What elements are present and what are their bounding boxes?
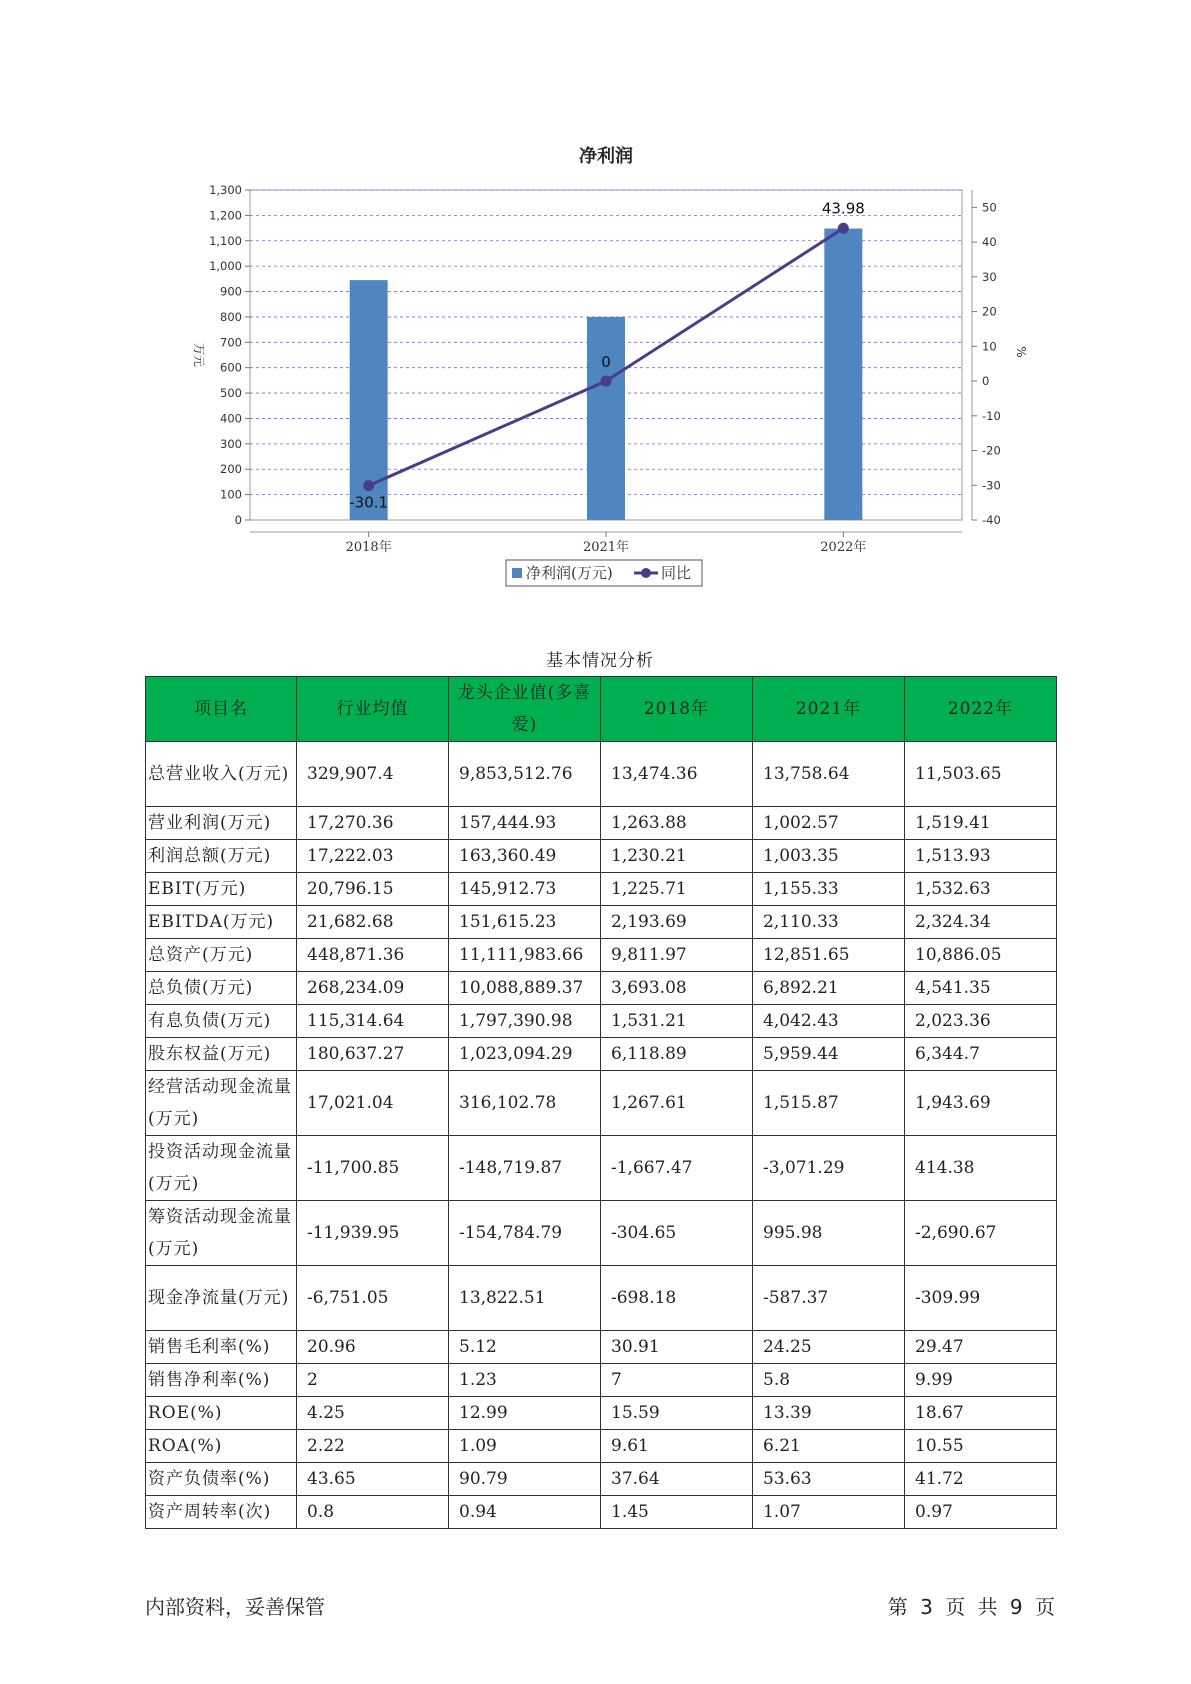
row-label-cell: 现金净流量(万元) xyxy=(146,1266,297,1331)
y2-tick-label: -30 xyxy=(982,478,1001,493)
table-cell: 1,263.88 xyxy=(601,807,753,840)
table-cell: 2,324.34 xyxy=(905,906,1057,939)
y-tick-label: 0 xyxy=(234,513,242,527)
table-cell: 4,042.43 xyxy=(753,1005,905,1038)
y-tick-label: 500 xyxy=(220,386,242,401)
table-cell: 11,111,983.66 xyxy=(449,939,601,972)
table-cell: 1,230.21 xyxy=(601,840,753,873)
table-cell: 2.22 xyxy=(297,1430,449,1463)
x-category-label: 2021年 xyxy=(582,540,630,555)
table-cell: 17,021.04 xyxy=(297,1071,449,1136)
table-cell: 9,811.97 xyxy=(601,939,753,972)
table-cell: -587.37 xyxy=(753,1266,905,1331)
table-cell: 268,234.09 xyxy=(297,972,449,1005)
table-cell: 20.96 xyxy=(297,1331,449,1364)
table-cell: 3,693.08 xyxy=(601,972,753,1005)
table-cell: -6,751.05 xyxy=(297,1266,449,1331)
table-cell: 0.97 xyxy=(905,1496,1057,1529)
table-cell: 316,102.78 xyxy=(449,1071,601,1136)
table-cell: 6.21 xyxy=(753,1430,905,1463)
table-row xyxy=(146,1005,1057,1038)
bar-net-profit xyxy=(824,229,862,520)
row-label-cell: 投资活动现金流量(万元) xyxy=(146,1136,297,1201)
table-cell: -1,667.47 xyxy=(601,1136,753,1201)
table-cell: 0.8 xyxy=(297,1496,449,1529)
table-cell: 1,513.93 xyxy=(905,840,1057,873)
table-cell: 1,002.57 xyxy=(753,807,905,840)
table-cell: 21,682.68 xyxy=(297,906,449,939)
table-cell: 151,615.23 xyxy=(449,906,601,939)
table-row xyxy=(146,972,1057,1005)
row-label-cell: 营业利润(万元) xyxy=(146,807,297,840)
table-cell: 43.65 xyxy=(297,1463,449,1496)
table-cell: 90.79 xyxy=(449,1463,601,1496)
header-item-name: 项目名 xyxy=(146,677,297,742)
table-cell: 1,519.41 xyxy=(905,807,1057,840)
y2-tick-label: 0 xyxy=(982,374,990,389)
footer-page-number: 第 3 页 共 9 页 xyxy=(887,1595,1055,1619)
table-cell: 2,193.69 xyxy=(601,906,753,939)
row-label-cell: 资产周转率(次) xyxy=(146,1496,297,1529)
table-header-row xyxy=(146,677,1057,742)
table-cell: 4,541.35 xyxy=(905,972,1057,1005)
table-row xyxy=(146,873,1057,906)
table-cell: 37.64 xyxy=(601,1463,753,1496)
table-row xyxy=(146,1430,1057,1463)
table-row xyxy=(146,1397,1057,1430)
legend-yoy-label: 同比 xyxy=(661,564,692,582)
table-cell: 1,023,094.29 xyxy=(449,1038,601,1071)
table-row xyxy=(146,1136,1057,1201)
table-row xyxy=(146,742,1057,807)
row-label-cell: 销售毛利率(%) xyxy=(146,1331,297,1364)
row-label-cell: 销售净利率(%) xyxy=(146,1364,297,1397)
row-label-cell: 经营活动现金流量(万元) xyxy=(146,1071,297,1136)
table-cell: 1,003.35 xyxy=(753,840,905,873)
yoy-data-label: 0 xyxy=(601,353,611,372)
y2-tick-label: -20 xyxy=(982,443,1001,458)
table-caption: 基本情况分析 xyxy=(546,651,654,671)
y-tick-label: 800 xyxy=(220,309,242,324)
table-row xyxy=(146,1266,1057,1331)
table-row xyxy=(146,807,1057,840)
row-label-cell: 总营业收入(万元) xyxy=(146,742,297,807)
table-row xyxy=(146,906,1057,939)
table-cell: 30.91 xyxy=(601,1331,753,1364)
bar-net-profit xyxy=(587,317,625,520)
table-row xyxy=(146,1364,1057,1397)
table-cell: 9.61 xyxy=(601,1430,753,1463)
legend-bar-swatch xyxy=(512,568,522,578)
row-label-cell: 总资产(万元) xyxy=(146,939,297,972)
y-tick-label: 700 xyxy=(220,335,242,350)
table-cell: -304.65 xyxy=(601,1201,753,1266)
table-cell: 9.99 xyxy=(905,1364,1057,1397)
table-cell: 10.55 xyxy=(905,1430,1057,1463)
legend-line-marker xyxy=(641,568,651,578)
table-cell: 4.25 xyxy=(297,1397,449,1430)
header-2021: 2021年 xyxy=(753,677,905,742)
y-axis-label: 万元 xyxy=(192,342,206,368)
table-cell: 1,225.71 xyxy=(601,873,753,906)
table-cell: 163,360.49 xyxy=(449,840,601,873)
header-2022: 2022年 xyxy=(905,677,1057,742)
table-cell: 1,515.87 xyxy=(753,1071,905,1136)
table-cell: -698.18 xyxy=(601,1266,753,1331)
header-leader-value: 龙头企业值(多喜爱) xyxy=(449,677,601,742)
y2-tick-label: 20 xyxy=(982,304,997,319)
footer-confidential-note: 内部资料，妥善保管 xyxy=(145,1595,325,1619)
table-row xyxy=(146,840,1057,873)
table-cell: 329,907.4 xyxy=(297,742,449,807)
table-cell: 17,270.36 xyxy=(297,807,449,840)
table-cell: 9,853,512.76 xyxy=(449,742,601,807)
table-cell: 448,871.36 xyxy=(297,939,449,972)
table-cell: 5,959.44 xyxy=(753,1038,905,1071)
table-cell: -154,784.79 xyxy=(449,1201,601,1266)
table-cell: -2,690.67 xyxy=(905,1201,1057,1266)
y-tick-label: 900 xyxy=(220,284,242,299)
yoy-point xyxy=(363,480,374,491)
table-cell: 115,314.64 xyxy=(297,1005,449,1038)
table-cell: 53.63 xyxy=(753,1463,905,1496)
legend-net-profit-label: 净利润(万元) xyxy=(526,564,613,582)
table-cell: 12,851.65 xyxy=(753,939,905,972)
table-cell: 157,444.93 xyxy=(449,807,601,840)
yoy-data-label: -30.1 xyxy=(349,493,389,512)
table-cell: 29.47 xyxy=(905,1331,1057,1364)
y-tick-label: 200 xyxy=(220,462,242,477)
y-tick-label: 300 xyxy=(220,436,242,451)
row-label-cell: ROE(%) xyxy=(146,1397,297,1430)
row-label-cell: ROA(%) xyxy=(146,1430,297,1463)
y2-tick-label: 30 xyxy=(982,269,997,284)
header-2018: 2018年 xyxy=(601,677,753,742)
table-cell: 13,822.51 xyxy=(449,1266,601,1331)
table-cell: -3,071.29 xyxy=(753,1136,905,1201)
table-cell: 7 xyxy=(601,1364,753,1397)
table-cell: 414.38 xyxy=(905,1136,1057,1201)
row-label-cell: EBITDA(万元) xyxy=(146,906,297,939)
row-label-cell: 股东权益(万元) xyxy=(146,1038,297,1071)
table-row xyxy=(146,1071,1057,1136)
table-cell: 6,344.7 xyxy=(905,1038,1057,1071)
table-cell: 1.23 xyxy=(449,1364,601,1397)
table-cell: 10,886.05 xyxy=(905,939,1057,972)
table-cell: -309.99 xyxy=(905,1266,1057,1331)
row-label-cell: EBIT(万元) xyxy=(146,873,297,906)
table-cell: 11,503.65 xyxy=(905,742,1057,807)
y-tick-label: 1,200 xyxy=(209,208,242,223)
table-cell: 180,637.27 xyxy=(297,1038,449,1071)
header-industry-avg: 行业均值 xyxy=(297,677,449,742)
y2-tick-label: 40 xyxy=(982,235,997,250)
y-tick-label: 600 xyxy=(220,360,242,375)
table-cell: 1,532.63 xyxy=(905,873,1057,906)
y2-axis-label: % xyxy=(1014,346,1028,358)
y-tick-label: 100 xyxy=(220,487,242,502)
table-cell: 1.09 xyxy=(449,1430,601,1463)
table-cell: 2 xyxy=(297,1364,449,1397)
table-cell: 41.72 xyxy=(905,1463,1057,1496)
table-row xyxy=(146,1038,1057,1071)
table-cell: 13,758.64 xyxy=(753,742,905,807)
table-cell: 995.98 xyxy=(753,1201,905,1266)
y-tick-label: 1,100 xyxy=(209,233,242,248)
table-row xyxy=(146,1496,1057,1529)
row-label-cell: 资产负债率(%) xyxy=(146,1463,297,1496)
y2-tick-label: -10 xyxy=(982,408,1001,423)
y-tick-label: 1,300 xyxy=(209,183,242,197)
yoy-point xyxy=(601,376,612,387)
row-label-cell: 有息负债(万元) xyxy=(146,1005,297,1038)
table-cell: 1,797,390.98 xyxy=(449,1005,601,1038)
chart-title: 净利润 xyxy=(579,146,633,167)
x-category-label: 2022年 xyxy=(820,540,867,555)
row-label-cell: 利润总额(万元) xyxy=(146,840,297,873)
x-category-label: 2018年 xyxy=(345,540,392,555)
table-row xyxy=(146,1201,1057,1266)
table-cell: -148,719.87 xyxy=(449,1136,601,1201)
table-cell: 1,531.21 xyxy=(601,1005,753,1038)
yoy-point xyxy=(838,223,849,234)
yoy-data-label: 43.98 xyxy=(821,199,865,218)
table-row xyxy=(146,1463,1057,1496)
row-label-cell: 总负债(万元) xyxy=(146,972,297,1005)
row-label-cell: 筹资活动现金流量(万元) xyxy=(146,1201,297,1266)
analysis-table xyxy=(145,676,1057,1529)
y2-tick-label: 50 xyxy=(982,200,997,215)
y-tick-label: 1,000 xyxy=(209,259,242,274)
table-cell: 12.99 xyxy=(449,1397,601,1430)
net-profit-chart xyxy=(0,0,1191,600)
table-cell: 5.8 xyxy=(753,1364,905,1397)
y2-tick-label: 10 xyxy=(982,339,997,354)
y-tick-label: 400 xyxy=(220,411,242,426)
table-cell: 1,943.69 xyxy=(905,1071,1057,1136)
table-cell: 15.59 xyxy=(601,1397,753,1430)
table-cell: 2,023.36 xyxy=(905,1005,1057,1038)
table-cell: 6,892.21 xyxy=(753,972,905,1005)
table-cell: 5.12 xyxy=(449,1331,601,1364)
table-cell: 1.07 xyxy=(753,1496,905,1529)
chart-canvas xyxy=(0,0,1191,600)
table-cell: 20,796.15 xyxy=(297,873,449,906)
table-cell: 1,155.33 xyxy=(753,873,905,906)
table-cell: 17,222.03 xyxy=(297,840,449,873)
table-cell: -11,700.85 xyxy=(297,1136,449,1201)
table-cell: 13,474.36 xyxy=(601,742,753,807)
table-cell: 24.25 xyxy=(753,1331,905,1364)
table-cell: -11,939.95 xyxy=(297,1201,449,1266)
table-cell: 1.45 xyxy=(601,1496,753,1529)
table-cell: 13.39 xyxy=(753,1397,905,1430)
table-cell: 2,110.33 xyxy=(753,906,905,939)
table-row xyxy=(146,1331,1057,1364)
table-cell: 1,267.61 xyxy=(601,1071,753,1136)
y2-tick-label: -40 xyxy=(982,513,1001,527)
table-row xyxy=(146,939,1057,972)
table-cell: 10,088,889.37 xyxy=(449,972,601,1005)
table-cell: 0.94 xyxy=(449,1496,601,1529)
table-cell: 18.67 xyxy=(905,1397,1057,1430)
table-cell: 6,118.89 xyxy=(601,1038,753,1071)
table-cell: 145,912.73 xyxy=(449,873,601,906)
